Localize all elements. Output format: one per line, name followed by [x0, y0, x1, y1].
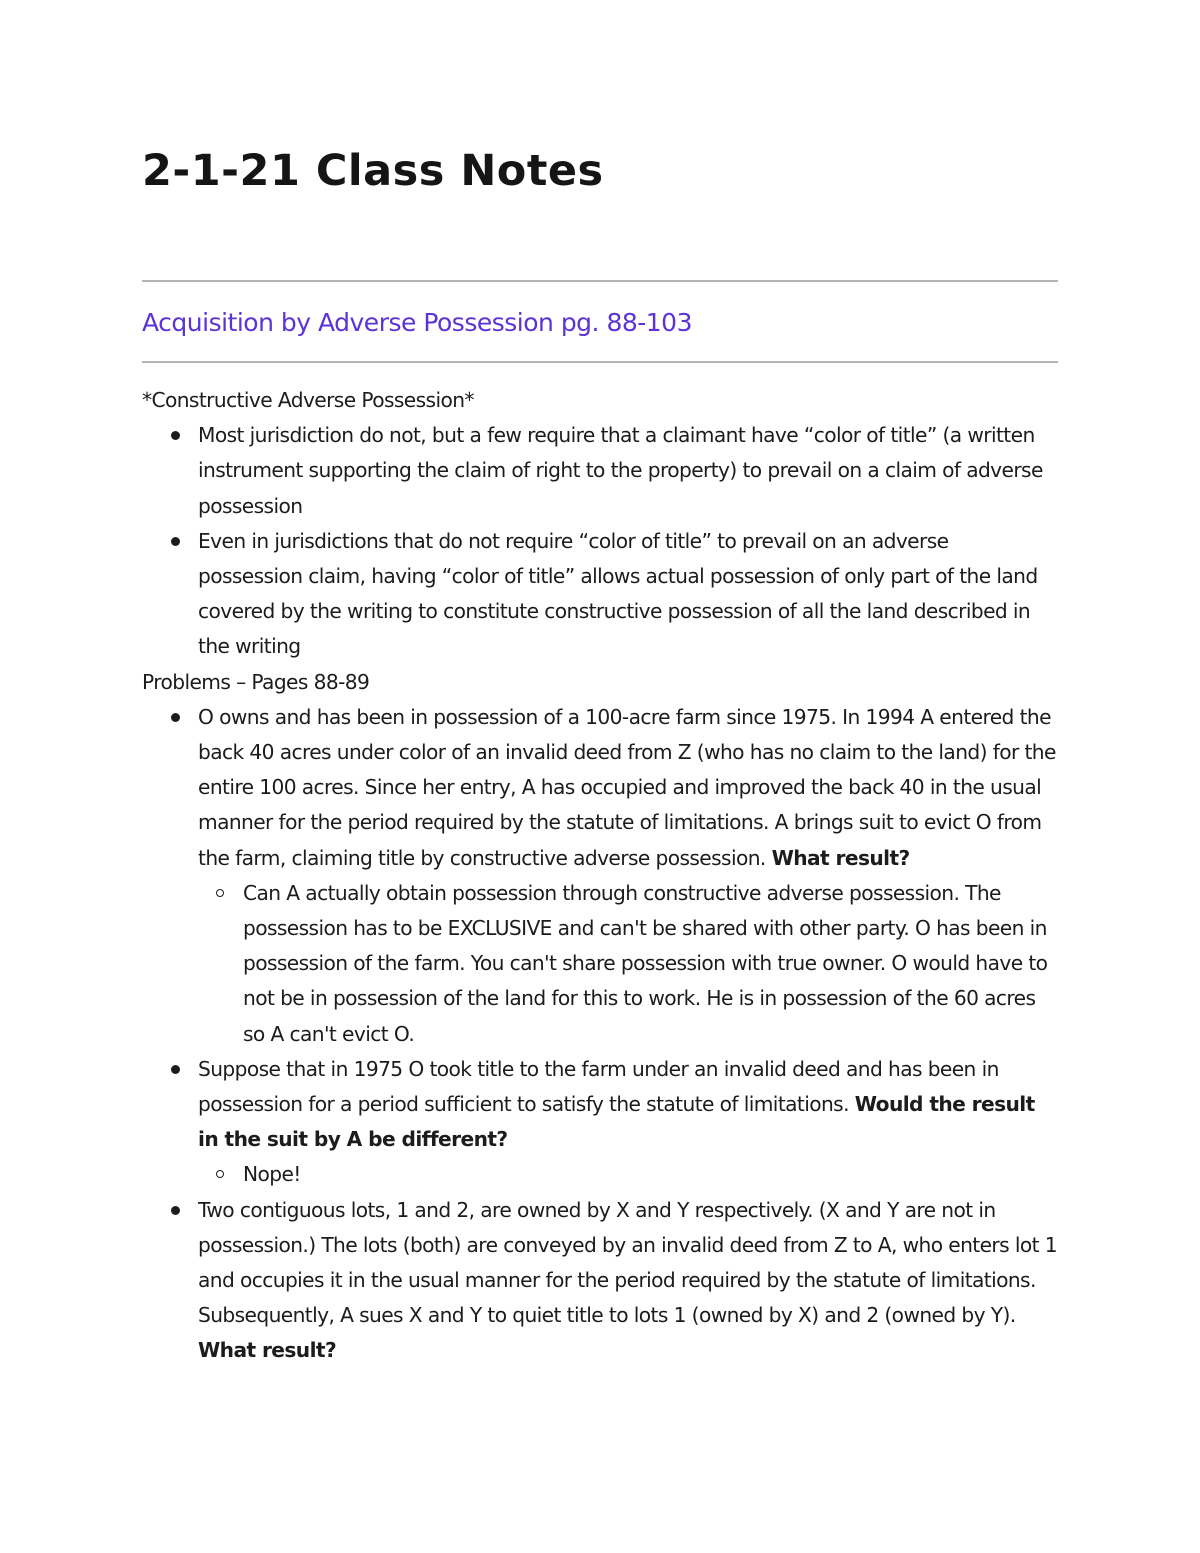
answer-list — [142, 1157, 1058, 1192]
problem-text: O owns and has been in possession of a 100-acre farm since 1975. In 1994 A entered the back 40 acres under color of an invalid deed from Z (who has no claim to the land) for the entire 100 acres. Since her entry, A has occupied and improved the back 40 in the usual manner for the period required by the statute of limitations. A brings suit to evict O from the farm, claiming title by constructive adverse possession. — [198, 704, 1056, 870]
notes-body — [142, 383, 1058, 1369]
section-heading: Acquisition by Adverse Possession pg. 88-103 — [142, 308, 692, 337]
answer-list — [142, 876, 1058, 1052]
problem-text: Two contiguous lots, 1 and 2, are owned by X and Y respectively. (X and Y are not in possession.) The lots (both) are conveyed by an invalid deed from Z to A, who enters lot 1 and occupies it in the usual manner for the period required by the statute of limitations. Subsequently, A sues X and Y to quiet title to lots 1 (owned by X) and 2 (owned by Y). — [198, 1197, 1057, 1328]
problems-list — [142, 700, 1058, 1369]
constructive-list — [142, 418, 1058, 664]
problem-question: What result? — [771, 845, 910, 870]
divider-top — [142, 280, 1058, 282]
problem-text: Suppose that in 1975 O took title to the farm under an invalid deed and has been in possession for a period sufficient to satisfy the statute of limitations. — [198, 1056, 999, 1117]
answer-item: Nope! — [142, 1157, 1058, 1192]
page-title: 2-1-21 Class Notes — [142, 146, 604, 196]
divider-bottom — [142, 361, 1058, 363]
answer-item: Can A actually obtain possession through constructive adverse possession. The possession has to be EXCLUSIVE and can't be shared with other party. O has been in possession of the farm. You can't share possession with true owner. O would have to not be in possession of the land for this to work. He is in possession of the 60 acres so A can't evict O. — [142, 876, 1058, 1052]
constructive-heading: *Constructive Adverse Possession* — [142, 388, 474, 412]
list-item: Most jurisdiction do not, but a few require that a claimant have “color of title” (a written instrument supporting the claim of right to the property) to prevail on a claim of adverse possession — [142, 418, 1058, 524]
problem-item — [142, 1193, 1058, 1369]
problems-heading: Problems – Pages 88-89 — [142, 669, 370, 694]
problem-question: What result? — [198, 1338, 337, 1363]
problem-item — [142, 700, 1058, 1052]
list-item: Even in jurisdictions that do not require “color of title” to prevail on an adverse possession claim, having “color of title” allows actual possession of only part of the land covered by the writing to constitute constructive possession of all the land described in the writing — [142, 524, 1058, 665]
problem-item — [142, 1052, 1058, 1193]
problem-question: Would the result in the suit by A be different? — [198, 1092, 1035, 1152]
